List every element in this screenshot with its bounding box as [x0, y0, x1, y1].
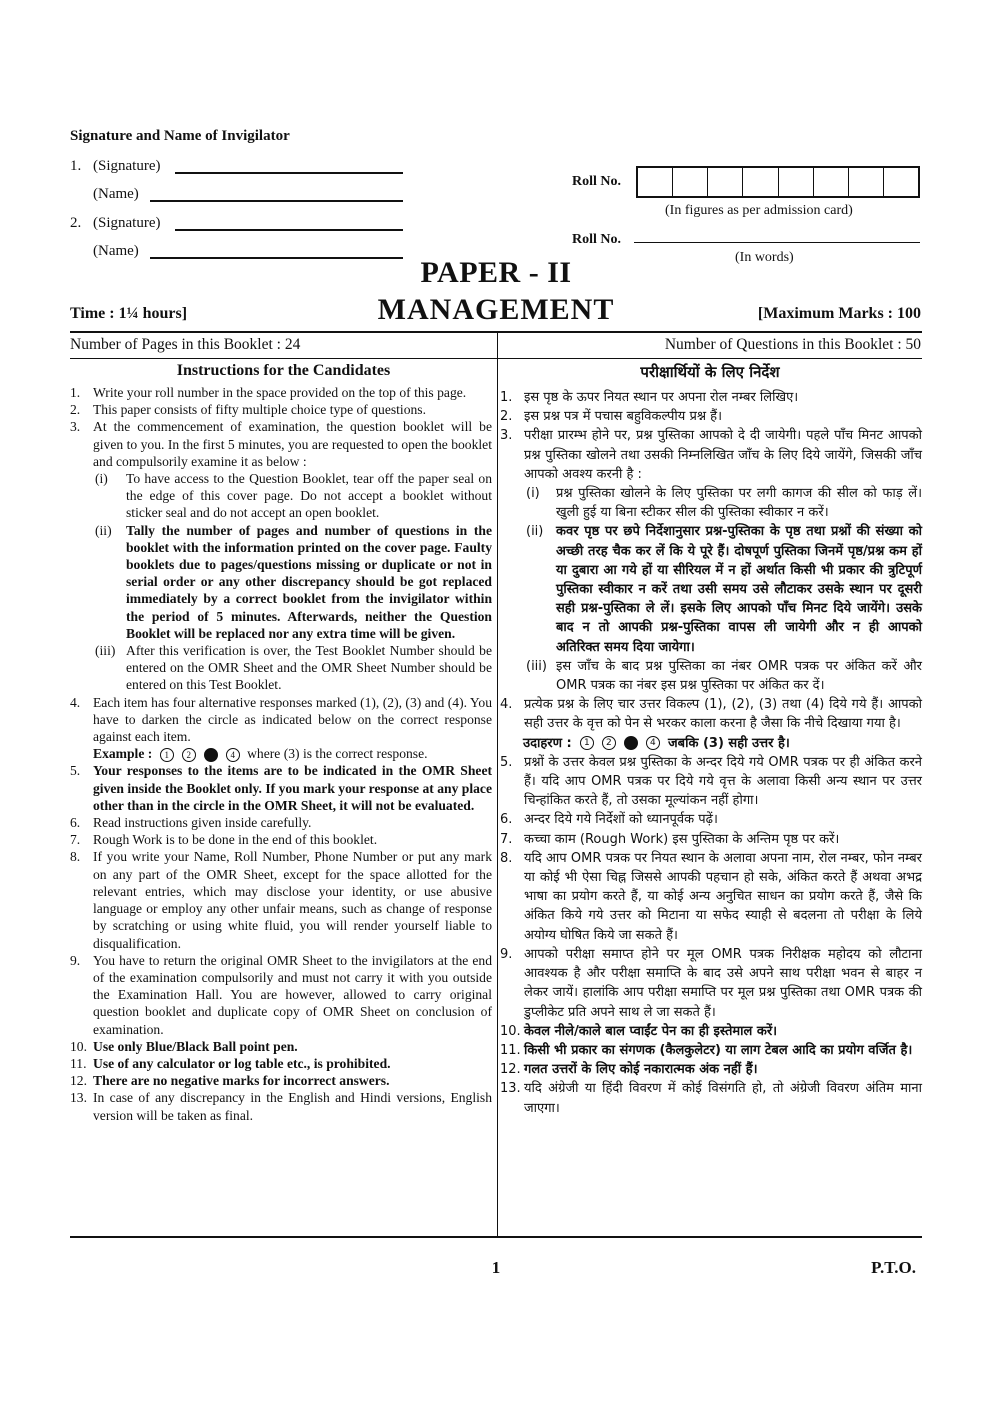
option-1-circle: 1 — [160, 748, 174, 762]
list-item: 6. अन्दर दिये गये निर्देशों को ध्यानपूर्वक पढ़ें। — [500, 812, 718, 828]
roll-digit-box[interactable] — [779, 168, 814, 196]
list-item: 8. यदि आप OMR पत्रक पर नियत स्थान के अलावा अपना नाम, रोल नम्बर, फोन नम्बर या कोई भी ऐसा चिह्न जिससे आपकी पहचान हो सके, अंकित करते हैं अथवा अभद्र भाषा का प्रयोग करते हैं, या कोई अन्य अनुचित साधन का प्रयोग करते हैं, जैसे कि अंकित किये गये उत्तर को मिटाना या सफेद स्याही से बदलना तो परीक्षा के लिये अयोग्य घोषित किये जा सकते हैं। — [500, 850, 922, 943]
sub-item: (iii) इस जाँच के बाद प्रश्न पुस्तिका का नंबर OMR पत्रक पर अंकित करें और OMR पत्रक का नंबर इस प्रश्न पुस्तिका पर अंकित कर दें। — [526, 658, 922, 694]
list-item: 13. यदि अंग्रेजी या हिंदी विवरण में कोई विसंगति हो, तो अंग्रेजी विवरण अंतिम माना जाएगा। — [500, 1081, 922, 1116]
list-item: 6. Read instructions given inside carefully. — [70, 815, 312, 831]
english-heading: Instructions for the Candidates — [176, 362, 391, 379]
list-item: 11. किसी भी प्रकार का संगणक (कैलकुलेटर) या लाग टेबल आदि का प्रयोग वर्जित है। — [500, 1042, 913, 1058]
list-item: 5. प्रश्नों के उत्तर केवल प्रश्न पुस्तिका के अन्दर दिये गये OMR पत्रक पर ही अंकित करने हैं। यदि आप OMR पत्रक पर दिये गये वृत्त के अलावा किसी अन्य स्थान पर उत्तर चिन्हांकित करते हैं, तो उसका मूल्यांकन नहीं होगा। — [500, 754, 922, 809]
invigilator-name-1-field[interactable] — [150, 200, 403, 202]
list-item: 11. Use of any calculator or log table etc., is prohibited. — [70, 1055, 391, 1071]
maximum-marks: [Maximum Marks : 100 — [757, 305, 921, 322]
invigilator-signature-2-label: (Signature) — [93, 215, 161, 231]
list-item: 9. You have to return the original OMR Sheet to the invigilators at the end of the examination compulsorily and must not carry it with you outside the Examination Hall. You are however, allowed to carry original question booklet and duplicate copy of OMR Sheet on conclusion of examination. — [70, 952, 492, 1037]
list-item: 13. In case of any discrepancy in the English and Hindi versions, English version will be taken as final. — [70, 1090, 492, 1123]
list-item: 10. Use only Blue/Black Ball point pen. — [70, 1038, 298, 1054]
list-item: 2. This paper consists of fifty multiple choice type of questions. — [70, 402, 426, 418]
sub-item: (ii) कवर पृष्ठ पर छपे निर्देशानुसार प्रश्न-पुस्तिका के पृष्ठ तथा प्रश्नों की संख्या को अच्छी तरह चैक कर लें कि ये पूरे हैं। दोषपूर्ण पुस्तिका जिनमें पृष्ठ/प्रश्न कम हों या दुबारा आ गये हों या सीरियल में न हों अर्थात किसी भी प्रकार की त्रुटिपूर्ण पुस्तिका स्वीकार न करें तथा उसी समय उसे लौटाकर उसके स्थान पर दूसरी सही प्रश्न-पुस्तिका ले लें। इसके लिए आपको पाँच मिनट दिये जायेंगे। उसके बाद न तो आपकी प्रश्न-पुस्तिका वापस ली जायेगी और न ही आपको अतिरिक्त समय दिया जायेगा। — [526, 524, 922, 655]
filled-option-circle — [624, 736, 638, 750]
list-item: 10. केवल नीले/काले बाल प्वाईंट पेन का ही इस्तेमाल करें। — [500, 1023, 778, 1039]
option-1-circle: 1 — [580, 736, 594, 750]
roll-digit-box[interactable] — [849, 168, 884, 196]
roll-digit-box[interactable] — [638, 168, 673, 196]
example-line: उदाहरण : 1 2 4 जबकि (3) सही उत्तर है। — [523, 735, 790, 751]
roll-words-field[interactable] — [634, 242, 920, 243]
roll-words-hint: (In words) — [735, 250, 794, 265]
hindi-heading: परीक्षार्थियों के लिए निर्देश — [640, 363, 780, 381]
roll-digit-box[interactable] — [814, 168, 849, 196]
invigilator-signature-1-label: (Signature) — [93, 158, 161, 174]
invigilator-signature-1-field[interactable] — [175, 172, 403, 174]
invigilator-name-1-label: (Name) — [93, 186, 139, 202]
invigilator-signature-2-field[interactable] — [175, 229, 403, 231]
roll-figures-label: Roll No. — [572, 174, 621, 189]
list-item: 4. प्रत्येक प्रश्न के लिए चार उत्तर विकल्प (1), (2), (3) तथा (4) दिये गये हैं। आपको सही उत्तर के वृत्त को पेन से भरकर काला करना है जैसा कि नीचे दिखाया गया है। — [500, 697, 922, 732]
roll-digit-box[interactable] — [673, 168, 708, 196]
roll-digit-box[interactable] — [884, 168, 918, 196]
invigilator-name-2-label: (Name) — [93, 243, 139, 259]
filled-option-circle — [204, 748, 218, 762]
column-divider — [497, 332, 498, 1236]
hindi-instructions — [500, 388, 922, 1118]
sub-item: (iii) After this verification is over, the Test Booklet Number should be entered on the OMR Sheet and the OMR Sheet Number should be entered on this Test Booklet. — [95, 643, 492, 693]
roll-figures-hint: (In figures as per admission card) — [665, 203, 853, 218]
list-item: 12. गलत उत्तरों के लिए कोई नकारात्मक अंक नहीं हैं। — [500, 1062, 758, 1078]
option-4-circle: 4 — [646, 736, 660, 750]
list-item: 4. Each item has four alternative responses marked (1), (2), (3) and (4). You have to darken the circle as indicated below on the correct response against each item. — [70, 694, 492, 745]
pages-count: Number of Pages in this Booklet : 24 — [70, 336, 301, 353]
list-item: 1. Write your roll number in the space provided on the top of this page. — [70, 385, 467, 400]
paper-title: PAPER - II — [420, 256, 572, 289]
header-rule — [70, 358, 922, 359]
list-item: 5. Your responses to the items are to be indicated in the OMR Sheet given inside the Booklet only. If you mark your response at any place other than in the circle in the OMR Sheet, it will not be evaluated. — [70, 763, 492, 813]
english-instructions — [70, 384, 492, 1124]
list-item: 9. आपको परीक्षा समाप्त होने पर मूल OMR पत्रक निरीक्षक महोदय को लौटाना आवश्यक है और परीक्षा समाप्ति के बाद उसे अपने साथ परीक्षा भवन से बाहर न लेकर जायें। हालांकि आप परीक्षा समाप्ति पर मूल प्रश्न पुस्तिका तथा OMR पत्रक की डुप्लीकेट प्रति अपने साथ ले जा सकते हैं। — [500, 946, 922, 1020]
list-item: 7. Rough Work is to be done in the end of this booklet. — [70, 832, 378, 848]
list-item: 8. If you write your Name, Roll Number, Phone Number or put any mark on any part of the OMR Sheet, except for the space allotted for the relevant entries, which may disclose your identity, or use abusive language or employ any other unfair means, such as change of response by scratching or using white fluid, you will render yourself liable to disqualification. — [70, 849, 492, 951]
subject-title: MANAGEMENT — [377, 293, 615, 326]
list-item: 2. इस प्रश्न पत्र में पचास बहुविकल्पीय प्रश्न हैं। — [500, 409, 723, 425]
roll-digit-box[interactable] — [743, 168, 778, 196]
invigilator-heading: Signature and Name of Invigilator — [70, 128, 290, 144]
top-rule — [70, 331, 922, 333]
sub-item: (ii) Tally the number of pages and number of questions in the booklet with the information printed on the cover page. Faulty booklets due to pages/questions missing or duplicate or not in serial order or any other discrepancy should be got replaced immediately by a correct booklet from the invigilator within the period of 5 minutes. Afterwards, neither the Question Booklet will be replaced nor any extra time will be given. — [95, 522, 492, 641]
list-item: 3. परीक्षा प्रारम्भ होने पर, प्रश्न पुस्तिका आपको दे दी जायेगी। पहले पाँच मिनट आपको प्रश्न पुस्तिका खोलने तथा उसकी निम्नलिखित जाँच के लिए दिये जायेंगे, जिसकी जाँच आपको अवश्य करनी है : (i) प्रश्न पुस्तिका खोलने के लिए पुस्तिका पर लगी कागज की सील को फाड़ लें। खुली हुई या बिना स्टीकर सील की पुस्तिका स्वीकार न करें। (ii) कवर पृष्ठ पर छपे निर्देशानुसार प्रश्न-पुस्तिका के पृष्ठ तथा प्रश्नों की संख्या को अच्छी तरह चैक कर लें कि ये पूरे हैं। दोषपूर्ण पुस्तिका जिनमें पृष्ठ/प्रश्न कम हों या दुबारा आ गये हों या सीरियल में न हों अर्थात किसी भी प्रकार की त्रुटिपूर्ण पुस्तिका स्वीकार न करें तथा उसी समय उसे लौटाकर उसके स्थान पर दूसरी सही प्रश्न-पुस्तिका ले लें। इसके लिए आपको पाँच मिनट दिये जायेंगे। उसके बाद न तो आपकी प्रश्न-पुस्तिका वापस ली जायेगी और न ही आपको अतिरिक्त समय दिया जायेगा। (iii) इस जाँच के बाद प्रश्न पुस्तिका का नंबर OMR पत्रक पर अंकित करें और OMR पत्रक का नंबर इस प्रश्न पुस्तिका पर अंकित कर दें। — [500, 426, 922, 695]
list-item: 12. There are no negative marks for incorrect answers. — [70, 1073, 390, 1089]
sub-item: (i) To have access to the Question Booklet, tear off the paper seal on the edge of this cover page. Do not accept a booklet without sticker seal and do not accept an open booklet. — [95, 471, 492, 521]
list-item: 7. कच्चा काम (Rough Work) इस पुस्तिका के अन्तिम पृष्ठ पर करें। — [500, 831, 840, 847]
roll-number-boxes[interactable] — [636, 166, 920, 198]
bottom-rule — [70, 1236, 922, 1238]
roll-words-label: Roll No. — [572, 232, 621, 247]
list-item: 1. इस पृष्ठ के ऊपर नियत स्थान पर अपना रोल नम्बर लिखिए। — [500, 390, 799, 405]
time-allowed: Time : 1¼ hours] — [70, 305, 188, 322]
invigilator-row-2-num: 2. — [70, 215, 82, 231]
pto-label: P.T.O. — [871, 1258, 916, 1277]
list-item: 3. At the commencement of examination, the question booklet will be given to you. In the first 5 minutes, you are requested to open the booklet and compulsorily examine it as below : (i) To have access to the Question Booklet, tear off the paper seal on the edge of this cover page. Do not accept a booklet without sticker seal and do not accept an open booklet. (ii) Tally the number of pages and number of questions in the booklet with the information printed on the cover page. Faulty booklets due to pages/questions missing or duplicate or not in serial order or any other discrepancy should be got replaced immediately by a correct booklet from the invigilator within the period of 5 minutes. Afterwards, neither the Question Booklet will be replaced nor any extra time will be given. (iii) After this verification is over, the Test Booklet Number should be entered on the OMR Sheet and the OMR Sheet Number should be entered on this Test Booklet. — [70, 419, 492, 693]
example-line: Example : 1 2 4 where (3) is the correct response. — [93, 746, 428, 762]
option-2-circle: 2 — [602, 736, 616, 750]
invigilator-row-1-num: 1. — [70, 158, 82, 174]
roll-digit-box[interactable] — [708, 168, 743, 196]
option-4-circle: 4 — [226, 748, 240, 762]
sub-item: (i) प्रश्न पुस्तिका खोलने के लिए पुस्तिका पर लगी कागज की सील को फाड़ लें। खुली हुई या बिना स्टीकर सील की पुस्तिका स्वीकार न करें। — [526, 486, 922, 521]
questions-count: Number of Questions in this Booklet : 50 — [664, 336, 921, 353]
page-number: 1 — [491, 1258, 501, 1277]
option-2-circle: 2 — [182, 748, 196, 762]
